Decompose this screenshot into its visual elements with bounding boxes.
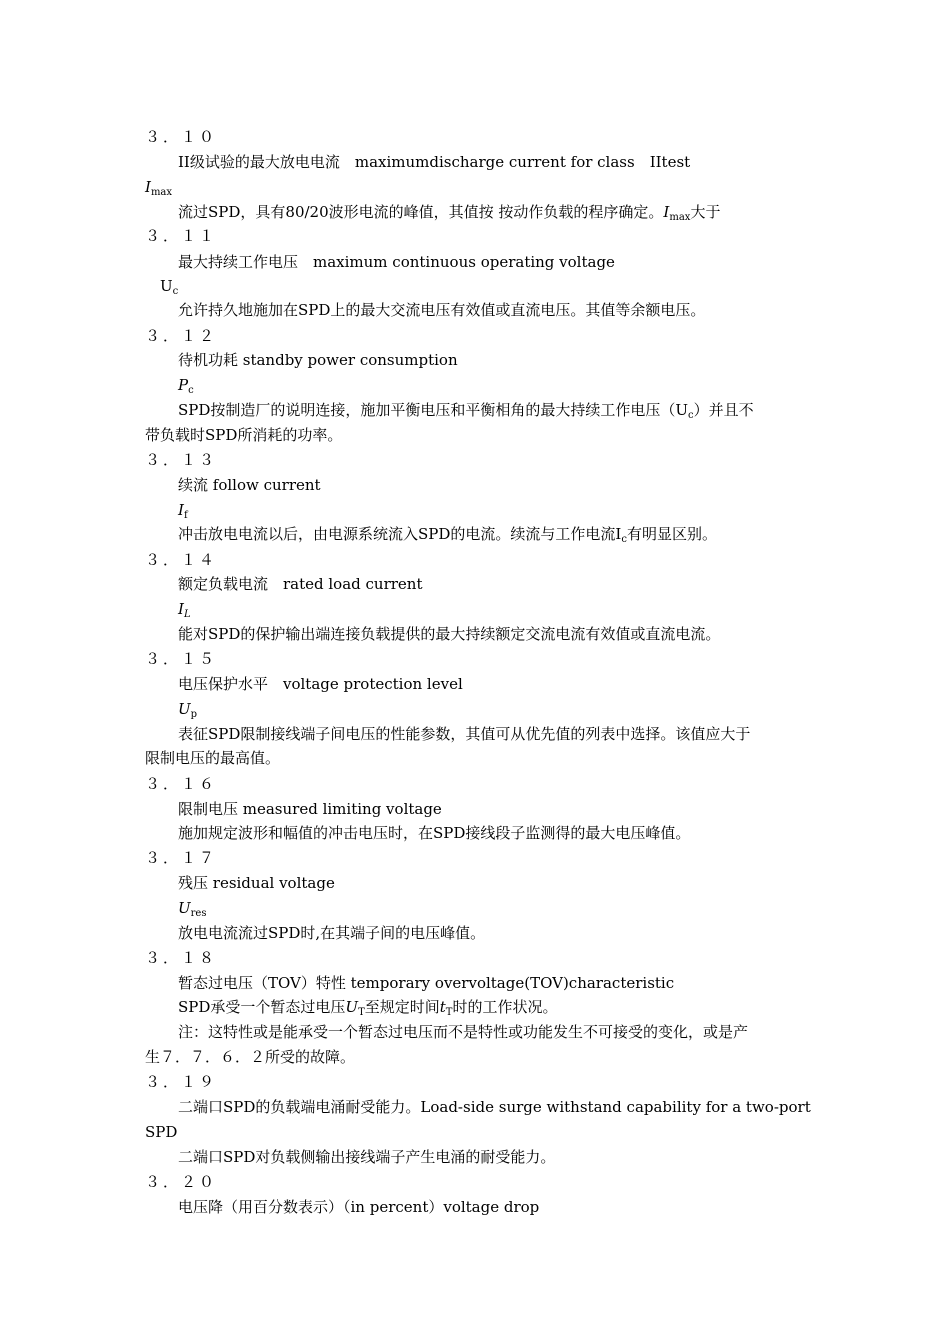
note: 注：这特性或是能承受一个暂态过电压而不是特性或功能发生不可接受的变化，或是产 — [178, 1023, 749, 1041]
term-title: 二端口SPD的负载端电涌耐受能力。Load-side surge withstand capability for a two-port — [178, 1098, 811, 1116]
term-definition: 表征SPD限制接线端子间电压的性能参数，其值可从优先值的列表中选择。该值应大于 — [178, 725, 751, 743]
section-number: ３．１１ — [145, 227, 218, 245]
term-symbol: $P_c$ — [178, 376, 194, 396]
term-title: 最大持续工作电压 maximum continuous operating voltage — [178, 253, 615, 271]
term-definition: 允许持久地施加在SPD上的最大交流电压有效值或直流电压。其值等余额电压。 — [178, 301, 706, 319]
term-title: II级试验的最大放电电流 maximumdischarge current for class IItest — [178, 153, 691, 171]
term-symbol: $I_{max}$ — [145, 178, 173, 198]
term-definition-continued: 限制电压的最高值。 — [145, 749, 281, 767]
term-definition: 冲击放电电流以后，由电源系统流入SPD的电流。续流与工作电流$I_c$有明显区别。 — [178, 525, 717, 545]
term-title-continued: SPD — [145, 1123, 178, 1141]
section-number: ３．１０ — [145, 128, 218, 146]
term-title: 电压降（用百分数表示）（in percent）voltage drop — [178, 1198, 540, 1216]
term-definition: 二端口SPD对负载侧输出接线端子产生电涌的耐受能力。 — [178, 1148, 556, 1166]
note-continued: 生７．７．６．２所受的故障。 — [145, 1048, 356, 1066]
term-symbol: $U_p$ — [178, 700, 198, 720]
term-title: 额定负载电流 rated load current — [178, 575, 423, 593]
term-title: 待机功耗 standby power consumption — [178, 351, 458, 369]
section-number: ３．１６ — [145, 775, 218, 793]
term-definition-continued: 带负载时SPD所消耗的功率。 — [145, 426, 343, 444]
term-symbol: $U_c$ — [160, 277, 179, 297]
term-title: 暂态过电压（TOV）特性 temporary overvoltage(TOV)characteristic — [178, 974, 675, 992]
section-number: ３．１２ — [145, 327, 218, 345]
section-number: ３．１５ — [145, 650, 218, 668]
section-number: ３．１８ — [145, 949, 218, 967]
term-symbol: $U_{res}$ — [178, 899, 207, 919]
term-symbol: $I_f$ — [178, 501, 188, 521]
term-definition: 放电电流流过SPD时,在其端子间的电压峰值。 — [178, 924, 486, 942]
section-number: ３．２０ — [145, 1173, 218, 1191]
term-title: 电压保护水平 voltage protection level — [178, 675, 463, 693]
term-definition: 施加规定波形和幅值的冲击电压时，在SPD接线段子监测得的最大电压峰值。 — [178, 824, 691, 842]
section-number: ３．１４ — [145, 551, 218, 569]
term-title: 残压 residual voltage — [178, 874, 335, 892]
term-title: 限制电压 measured limiting voltage — [178, 800, 442, 818]
section-number: ３．１９ — [145, 1073, 218, 1091]
term-definition: 能对SPD的保护输出端连接负载提供的最大持续额定交流电流有效值或直流电流。 — [178, 625, 721, 643]
section-number: ３．１７ — [145, 849, 218, 867]
term-definition: 流过SPD，具有80/20波形电流的峰值，其值按 按动作负载的程序确定。$I_{max}$大于 — [178, 203, 721, 223]
section-number: ３．１３ — [145, 451, 218, 469]
term-definition: SPD按制造厂的说明连接，施加平衡电压和平衡相角的最大持续工作电压$(U_c)$并且不 — [178, 401, 754, 421]
term-definition: SPD承受一个暂态过电压$U_T$至规定时间$t_T$时的工作状况。 — [178, 998, 558, 1018]
term-symbol: $I_L$ — [178, 600, 191, 620]
term-title: 续流 follow current — [178, 476, 321, 494]
